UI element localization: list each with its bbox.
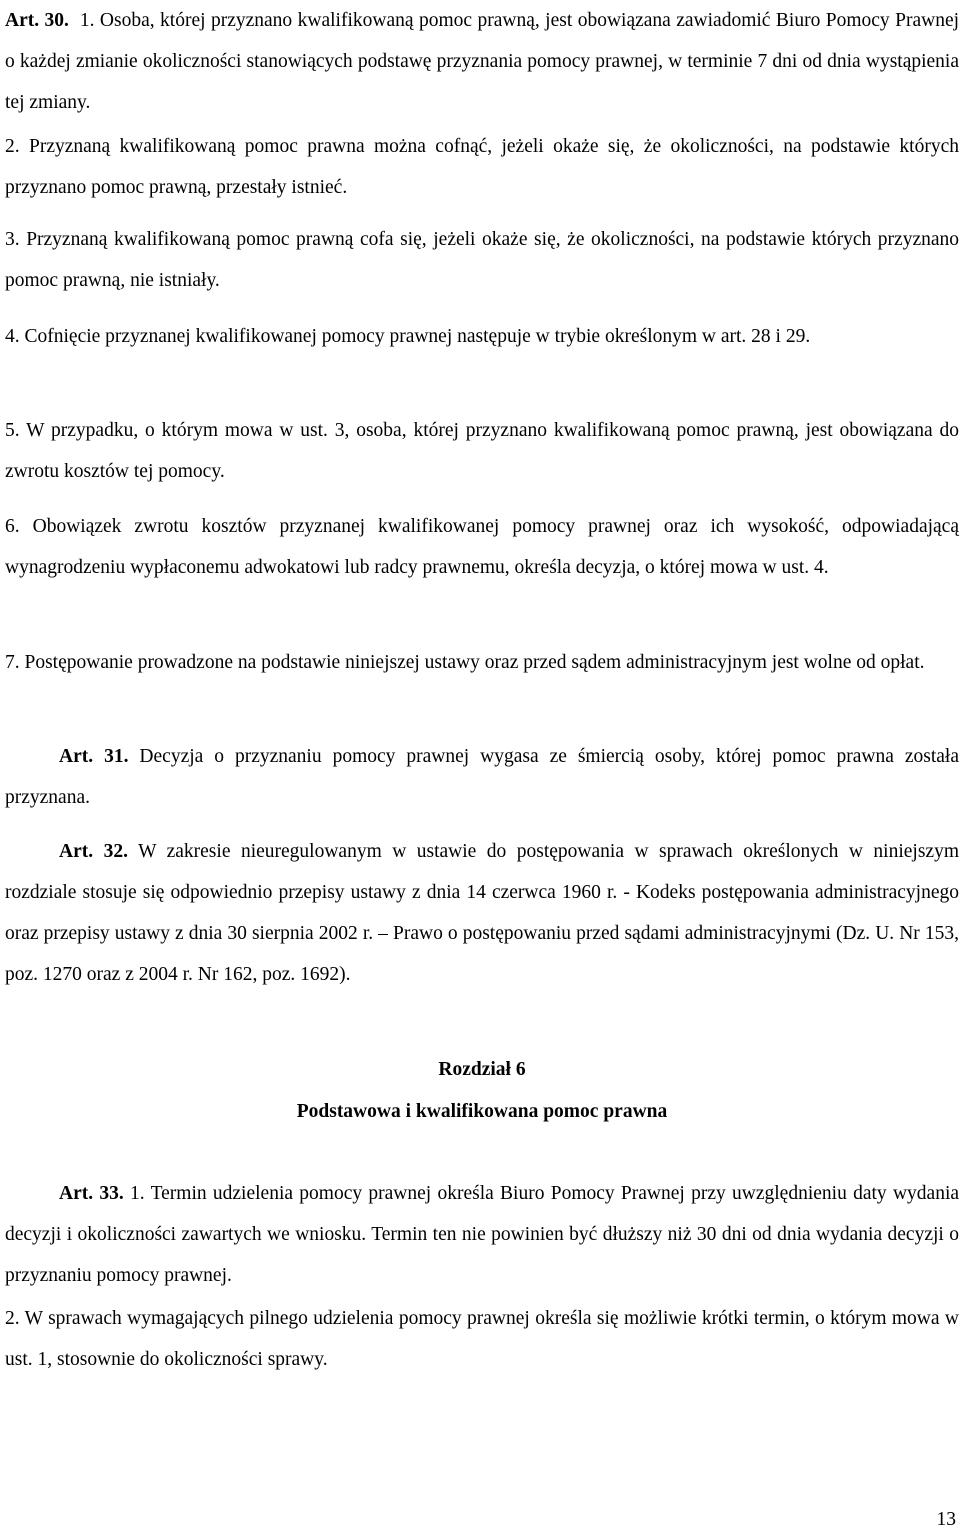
art31-label: Art. 31. xyxy=(59,746,129,767)
art33-paragraph-1 xyxy=(5,1173,959,1296)
art30-p1-number: 1. xyxy=(79,10,95,31)
art30-paragraph-5: 5. W przypadku, o którym mowa w ust. 3, osoba, której przyznano kwalifikowaną pomoc prawną, jest obowiązana do zwrotu kosztów tej pomocy. xyxy=(5,420,959,482)
art31-paragraph xyxy=(5,736,959,818)
art30-paragraph-2: 2. Przyznaną kwalifikowaną pomoc prawna można cofnąć, jeżeli okaże się, że okoliczności, na podstawie których przyznano pomoc prawną, przestały istnieć. xyxy=(5,136,959,198)
art30-label: Art. 30. xyxy=(5,10,69,31)
chapter-number: Rozdział 6 xyxy=(438,1059,526,1080)
art30-p1-text: Osoba, której przyznano kwalifikowaną pomoc prawną, jest obowiązana zawiadomić Biuro Pomocy Prawnej o każdej zmianie okoliczności stanowiących podstawę przyznania pomocy prawnej, w terminie 7 dni od dnia wystąpienia tej zmiany. xyxy=(5,10,960,113)
chapter-title: Podstawowa i kwalifikowana pomoc prawna xyxy=(296,1101,668,1122)
art33-paragraph-2: 2. W sprawach wymagających pilnego udzielenia pomocy prawnej określa się możliwie krótki termin, o którym mowa w ust. 1, stosownie do okoliczności sprawy. xyxy=(5,1308,959,1370)
art30-paragraph-7: 7. Postępowanie prowadzone na podstawie niniejszej ustawy oraz przed sądem administracyjnym jest wolne od opłat. xyxy=(5,652,925,673)
art30-paragraph-1 xyxy=(5,0,959,123)
art33-p1-text: 1. Termin udzielenia pomocy prawnej określa Biuro Pomocy Prawnej przy uwzględnieniu daty wydania decyzji i okoliczności zawartych we wniosku. Termin ten nie powinien być dłuższy niż 30 dni od dnia wydania decyzji o przyznaniu pomocy prawnej. xyxy=(5,1183,960,1286)
art31-text: Decyzja o przyznaniu pomocy prawnej wygasa ze śmiercią osoby, której pomoc prawna została przyznana. xyxy=(5,746,960,808)
art33-label: Art. 33. xyxy=(59,1183,124,1204)
art32-label: Art. 32. xyxy=(59,841,128,862)
art30-paragraph-6: 6. Obowiązek zwrotu kosztów przyznanej kwalifikowanej pomocy prawnej oraz ich wysokość, odpowiadającą wynagrodzeniu wypłaconemu adwokatowi lub radcy prawnemu, określa decyzja, o której mowa w ust. 4. xyxy=(5,516,959,578)
page-number: 13 xyxy=(936,1509,956,1530)
art32-paragraph xyxy=(5,831,959,995)
art30-paragraph-4: 4. Cofnięcie przyznanej kwalifikowanej pomocy prawnej następuje w trybie określonym w art. 28 i 29. xyxy=(5,326,811,347)
art30-paragraph-3: 3. Przyznaną kwalifikowaną pomoc prawną cofa się, jeżeli okaże się, że okoliczności, na podstawie których przyznano pomoc prawną, nie istniały. xyxy=(5,229,959,291)
art32-text: W zakresie nieuregulowanym w ustawie do postępowania w sprawach określonych w niniejszym rozdziale stosuje się odpowiednio przepisy ustawy z dnia 14 czerwca 1960 r. - Kodeks postępowania administracyjnego oraz przepisy ustawy z dnia 30 sierpnia 2002 r. – Prawo o postępowaniu przed sądami administracyjnymi (Dz. U. Nr 153, poz. 1270 oraz z 2004 r. Nr 162, poz. 1692). xyxy=(5,841,959,985)
